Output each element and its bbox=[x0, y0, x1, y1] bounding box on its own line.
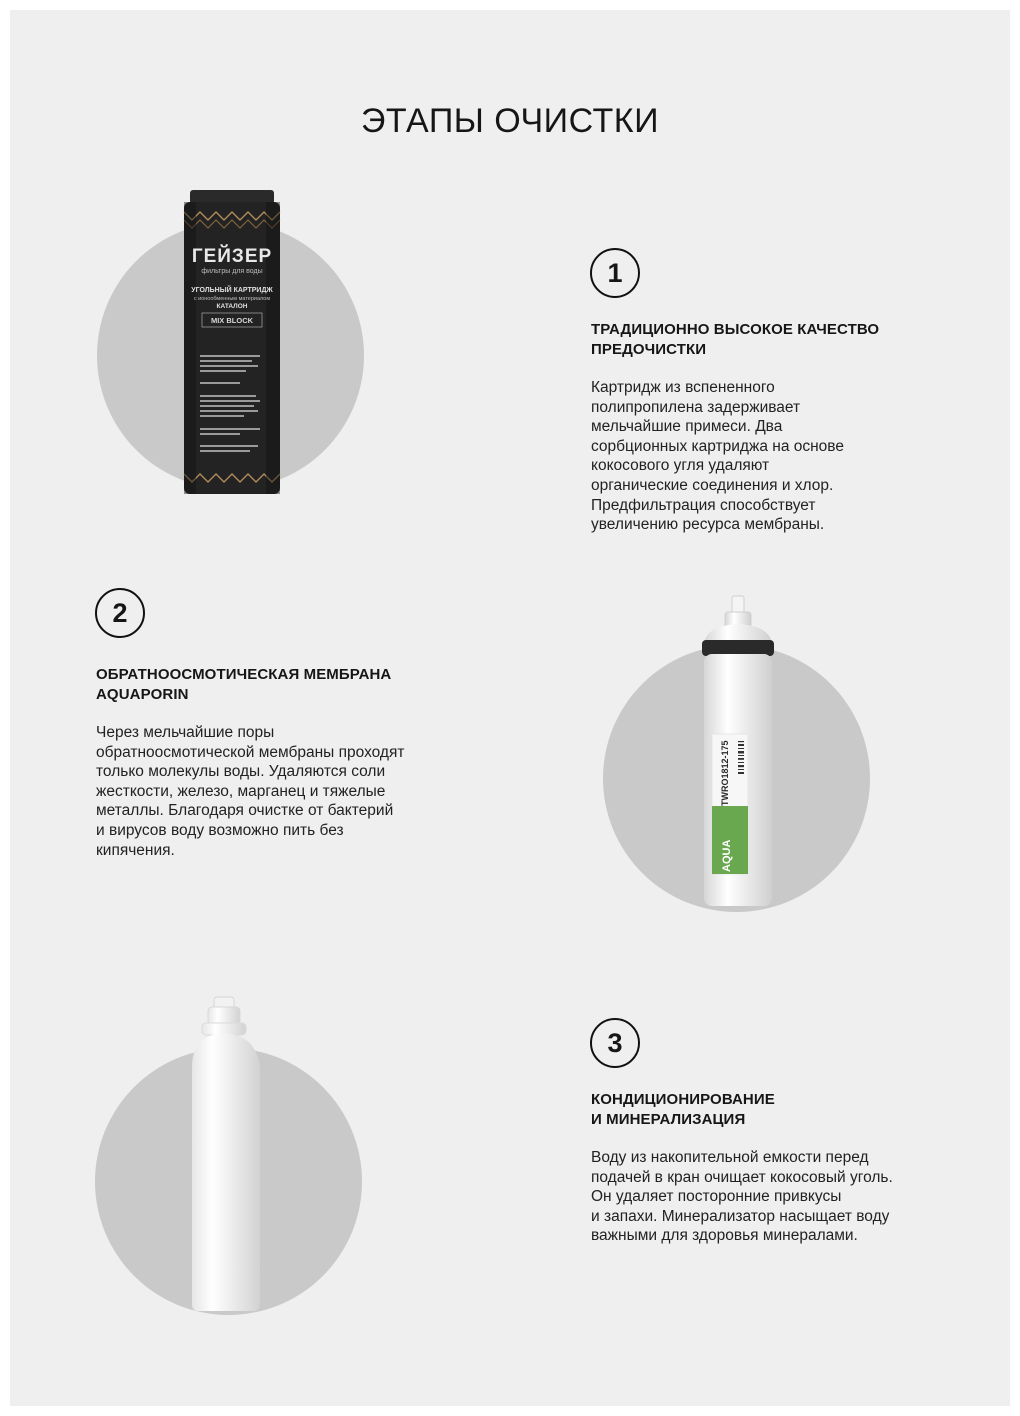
membrane-brand-label: AQUA bbox=[721, 839, 733, 872]
stage-1-text-line: Предфильтрация способствует bbox=[591, 496, 816, 514]
stage-2-title bbox=[96, 665, 391, 705]
stage-1-text-line: Картридж из вспененного bbox=[591, 379, 775, 396]
stage-1-text-line: полипропилена задерживает bbox=[591, 398, 801, 416]
stage-1-description bbox=[591, 378, 844, 535]
stage-3-description bbox=[591, 1148, 893, 1246]
cartridge-tagline: фильтры для воды bbox=[201, 268, 263, 275]
stage-2-title-line: AQUAPORIN bbox=[96, 686, 189, 703]
stage-2-text-line: кипячения. bbox=[96, 841, 175, 859]
stage-1-title bbox=[591, 320, 879, 360]
page-title: ЭТАПЫ ОЧИСТКИ bbox=[360, 102, 660, 140]
membrane-model-label: TWRO1812-175 bbox=[720, 740, 730, 806]
stage-3-text-line: подачей в кран очищает кокосовый уголь. bbox=[591, 1168, 893, 1186]
cartridge-product-line-3: КАТАЛОН bbox=[216, 303, 248, 310]
stage-1-text-line: органические соединения и хлор. bbox=[591, 476, 834, 494]
stage-1-number: 1 bbox=[607, 257, 623, 288]
stage-2-text-line: жесткости, железо, марганец и тяжелые bbox=[96, 782, 386, 800]
stage-3-text-line: и запахи. Минерализатор насыщает воду bbox=[591, 1207, 890, 1225]
membrane-image bbox=[698, 596, 778, 908]
stage-1-text-line: увеличению ресурса мембраны. bbox=[591, 516, 825, 534]
stage-3-title-line: КОНДИЦИОНИРОВАНИЕ bbox=[591, 1091, 775, 1108]
stage-2-text-line: и вирусов воду возможно пить без bbox=[96, 821, 344, 839]
stage-3-title bbox=[591, 1090, 775, 1130]
cartridge-brand: ГЕЙЗЕР bbox=[191, 246, 273, 267]
stage-1-number-badge bbox=[590, 248, 640, 298]
stage-1-title-line: ТРАДИЦИОННО ВЫСОКОЕ КАЧЕСТВО bbox=[591, 321, 880, 338]
stage-2-number-badge bbox=[95, 588, 145, 638]
stage-2-text-line: обратноосмотической мембраны проходят bbox=[96, 743, 405, 761]
stage-1-title-line: ПРЕДОЧИСТКИ bbox=[591, 341, 707, 358]
stage-2-title-line: ОБРАТНООСМОТИЧЕСКАЯ МЕМБРАНА bbox=[96, 666, 392, 683]
stage-3-text-line: важными для здоровья минералами. bbox=[591, 1227, 858, 1245]
stage-3-number: 3 bbox=[607, 1027, 623, 1058]
stage-3-text-line: Он удаляет посторонние привкусы bbox=[591, 1188, 842, 1206]
cartridge-product-line-1: УГОЛЬНЫЙ КАРТРИДЖ bbox=[191, 287, 273, 294]
stage-2-text-line: только молекулы воды. Удаляются соли bbox=[96, 763, 386, 781]
stage-2-text-line: Через мельчайшие поры bbox=[96, 724, 275, 741]
stage-2-description bbox=[96, 723, 404, 860]
stage-2-number: 2 bbox=[112, 597, 128, 628]
stage-1-text-line: мельчайшие примеси. Два bbox=[591, 418, 783, 436]
stage-2-text-line: металлы. Благодаря очистке от бактерий bbox=[96, 802, 394, 820]
stage-1-text-line: кокосового угля удаляют bbox=[591, 457, 770, 475]
stage-3-text-line: Воду из накопительной емкости перед bbox=[591, 1149, 869, 1166]
postfilter-image bbox=[188, 997, 268, 1313]
stage-3-title-line: И МИНЕРАЛИЗАЦИЯ bbox=[591, 1111, 746, 1128]
carbon-cartridge-image bbox=[182, 190, 282, 495]
stage-1-text-line: сорбционных картриджа на основе bbox=[591, 437, 844, 455]
cartridge-model: MIX BLOCK bbox=[210, 316, 254, 325]
cartridge-product-line-2: с ионообменным материалом bbox=[193, 296, 271, 302]
stage-3-number-badge bbox=[590, 1018, 640, 1068]
